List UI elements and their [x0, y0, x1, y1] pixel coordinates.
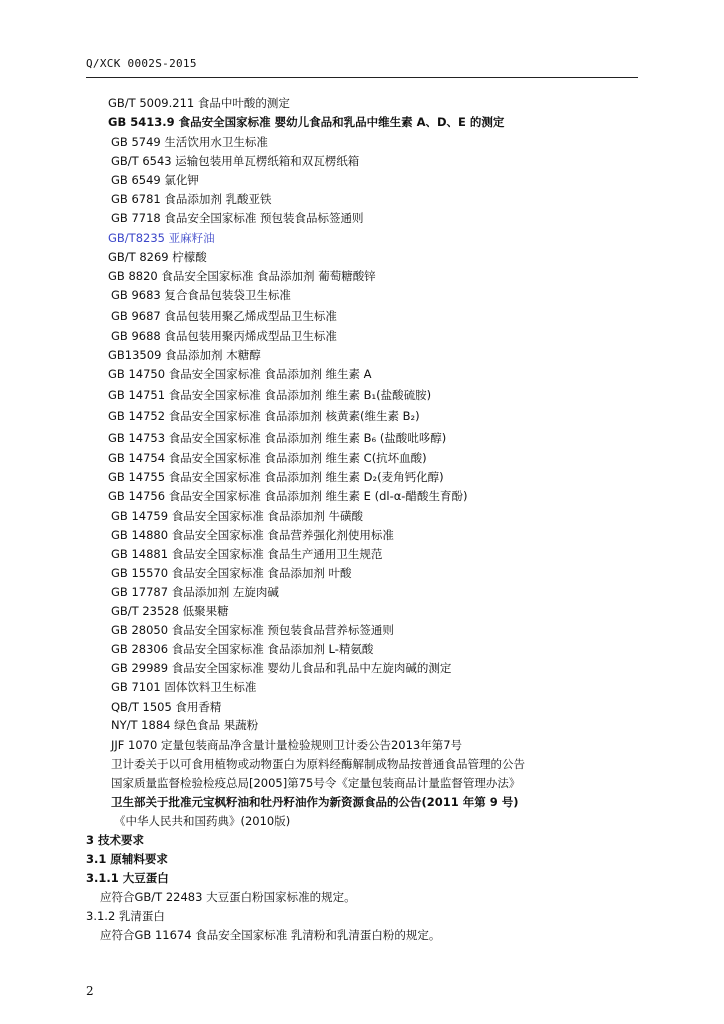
section-heading-3: 3 技术要求: [86, 833, 145, 847]
page-number: 2: [86, 984, 94, 998]
reference-item: GB 14880 食品安全国家标准 食品营养强化剂使用标准: [111, 528, 394, 542]
reference-item: NY/T 1884 绿色食品 果蔬粉: [111, 718, 259, 732]
reference-item: 《中华人民共和国药典》(2010版): [114, 814, 291, 828]
reference-item: GB 14753 食品安全国家标准 食品添加剂 维生素 B₆ (盐酸吡哆醇): [108, 431, 447, 445]
reference-item: GB 29989 食品安全国家标准 婴幼儿食品和乳品中左旋肉碱的测定: [111, 661, 452, 675]
reference-item: GB 14750 食品安全国家标准 食品添加剂 维生素 A: [108, 367, 372, 381]
reference-item: GB 14881 食品安全国家标准 食品生产通用卫生规范: [111, 547, 383, 561]
reference-item: GB/T 8269 柠檬酸: [108, 250, 207, 264]
reference-item: GB 14756 食品安全国家标准 食品添加剂 维生素 E (dl-α-醋酸生育酚): [108, 489, 468, 503]
reference-item: GB 14755 食品安全国家标准 食品添加剂 维生素 D₂(麦角钙化醇): [108, 470, 444, 484]
reference-item: GB/T 23528 低聚果糖: [111, 604, 229, 618]
reference-item: GB 15570 食品安全国家标准 食品添加剂 叶酸: [111, 566, 352, 580]
section-body-3-1-2: 应符合GB 11674 食品安全国家标准 乳清粉和乳清蛋白粉的规定。: [100, 928, 441, 942]
reference-item: GB/T 5009.211 食品中叶酸的测定: [108, 96, 290, 110]
reference-item: GB 6781 食品添加剂 乳酸亚铁: [111, 192, 272, 206]
reference-item: GB/T 6543 运输包装用单瓦楞纸箱和双瓦楞纸箱: [111, 154, 360, 168]
reference-item: GB 9683 复合食品包装袋卫生标准: [111, 288, 291, 302]
reference-item: GB 6549 氯化钾: [111, 173, 199, 187]
reference-item: GB 9687 食品包装用聚乙烯成型品卫生标准: [111, 309, 337, 323]
reference-item: GB 17787 食品添加剂 左旋肉碱: [111, 585, 279, 599]
reference-item: 国家质量监督检验检疫总局[2005]第75号令《定量包装商品计量监督管理办法》: [111, 776, 521, 790]
reference-item: GB/T8235 亚麻籽油: [108, 231, 215, 245]
reference-item: 卫生部关于批准元宝枫籽油和牡丹籽油作为新资源食品的公告(2011 年第 9 号): [111, 795, 519, 809]
reference-item: GB 7101 固体饮料卫生标准: [111, 680, 257, 694]
reference-item: GB 5749 生活饮用水卫生标准: [111, 135, 268, 149]
reference-item: GB 7718 食品安全国家标准 预包装食品标签通则: [111, 211, 364, 225]
reference-item: JJF 1070 定量包装商品净含量计量检验规则卫计委公告2013年第7号: [111, 738, 463, 752]
reference-item: GB 8820 食品安全国家标准 食品添加剂 葡萄糖酸锌: [108, 269, 376, 283]
reference-item: GB 28050 食品安全国家标准 预包装食品营养标签通则: [111, 623, 394, 637]
header-divider: [86, 77, 638, 78]
reference-item: GB 14759 食品安全国家标准 食品添加剂 牛磺酸: [111, 509, 364, 523]
reference-item: GB 14754 食品安全国家标准 食品添加剂 维生素 C(抗坏血酸): [108, 451, 427, 465]
reference-item: QB/T 1505 食用香精: [111, 700, 222, 714]
section-heading-3-1: 3.1 原辅料要求: [86, 852, 168, 866]
document-header: Q/XCK 0002S-2015: [86, 57, 197, 70]
section-heading-3-1-2: 3.1.2 乳清蛋白: [86, 909, 165, 923]
reference-item: GB 9688 食品包装用聚丙烯成型品卫生标准: [111, 329, 337, 343]
reference-item: GB13509 食品添加剂 木糖醇: [108, 348, 261, 362]
reference-item: GB 14752 食品安全国家标准 食品添加剂 核黄素(维生素 B₂): [108, 409, 420, 423]
reference-item: GB 28306 食品安全国家标准 食品添加剂 L-精氨酸: [111, 642, 374, 656]
section-heading-3-1-1: 3.1.1 大豆蛋白: [86, 871, 169, 885]
reference-item: GB 5413.9 食品安全国家标准 婴幼儿食品和乳品中维生素 A、D、E 的测定: [108, 115, 505, 129]
section-body-3-1-1: 应符合GB/T 22483 大豆蛋白粉国家标准的规定。: [100, 890, 356, 904]
reference-item: 卫计委关于以可食用植物或动物蛋白为原料经酶解制成物品按普通食品管理的公告: [111, 757, 525, 771]
reference-item: GB 14751 食品安全国家标准 食品添加剂 维生素 B₁(盐酸硫胺): [108, 388, 432, 402]
